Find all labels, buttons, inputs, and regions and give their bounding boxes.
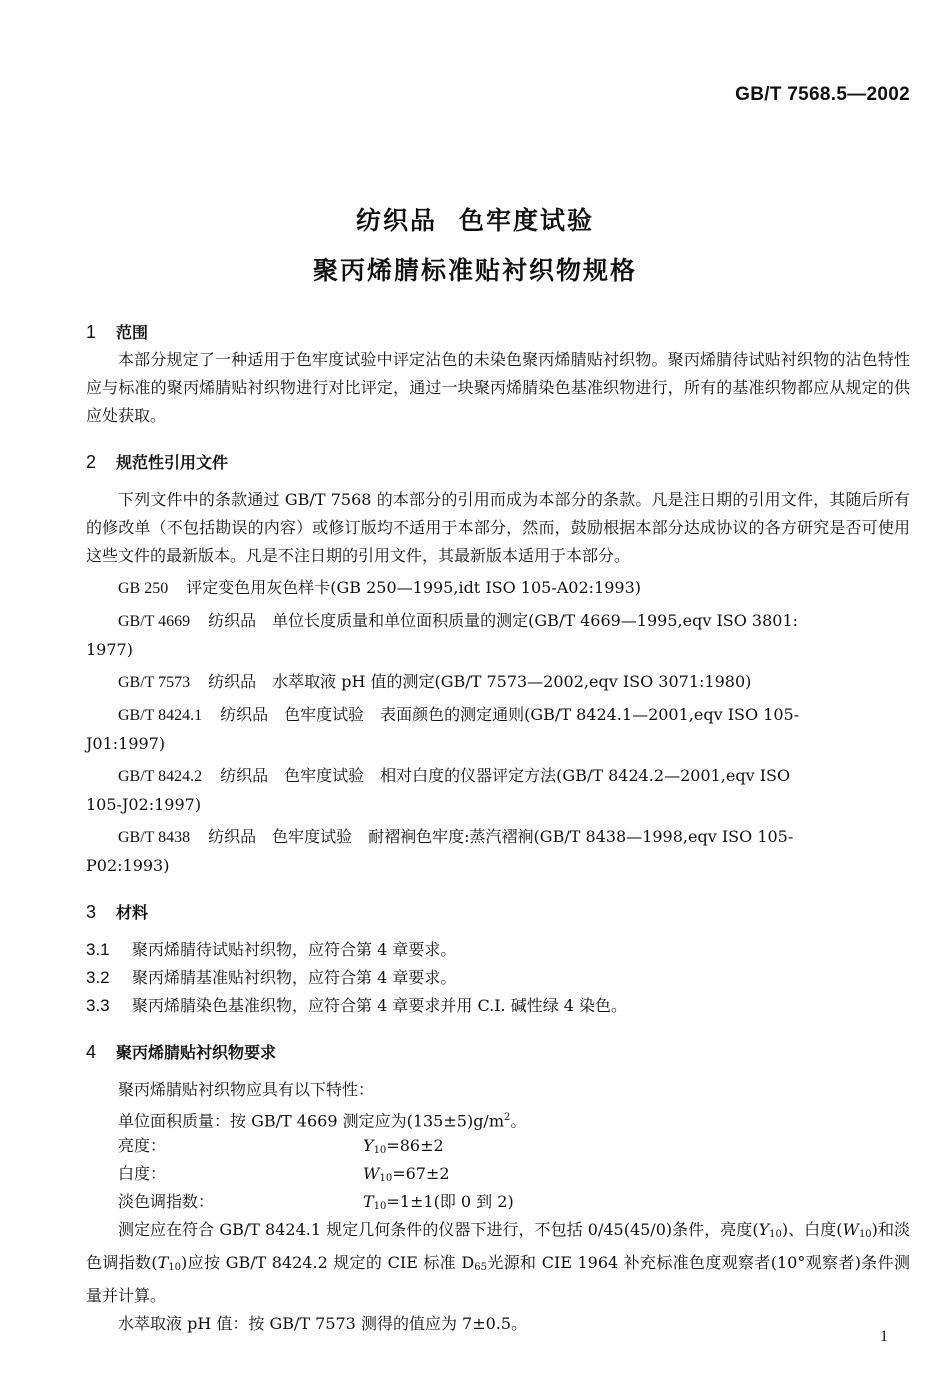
section-1-heading: 1 范围 — [86, 322, 149, 342]
document-body — [86, 318, 910, 1338]
title-part-2: 色牢度试验 — [459, 206, 595, 235]
measurement-paragraph: 测定应在符合 GB/T 8424.1 规定几何条件的仪器下进行，不包括 0/45(45/0)条件，亮度$(Y_{10})$、白度$(W_{10})$和淡色调指数$(T_{10})$应按 GB/T 8424.2 规定的 CIE 标准 $D_{65}$光源和 CIE 1964 补充标准色度观察者(10°观察者)条件测量并计算。 — [86, 1220, 910, 1305]
title-line-1 — [0, 196, 950, 246]
page-number: 1 — [880, 1328, 888, 1345]
section-2-heading: 2 规范性引用文件 — [86, 452, 229, 472]
reference-item: GB/T 8438 纺织品 色牢度试验 耐褶裥色牢度:蒸汽褶裥(GB/T 8438—1998,eqv ISO 105- P02:1993) — [86, 827, 794, 875]
ph-paragraph: 水萃取液 pH 值：按 GB/T 7573 测得的值应为 7±0.5。 — [118, 1314, 528, 1333]
requirements-intro: 聚丙烯腈贴衬织物应具有以下特性： — [118, 1080, 375, 1099]
reference-item: GB/T 8424.1 纺织品 色牢度试验 表面颜色的测定通则(GB/T 8424.1—2001,eqv ISO 105- J01:1997) — [86, 705, 800, 753]
title-part-1: 纺织品 — [355, 206, 437, 235]
reference-item: GB/T 8424.2 纺织品 色牢度试验 相对白度的仪器评定方法(GB/T 8424.2—2001,eqv ISO 105-J02:1997) — [86, 766, 791, 814]
clause-3-3: 3.3 聚丙烯腈染色基准织物，应符合第 4 章要求并用 C.I. 碱性绿 4 染色。 — [86, 996, 628, 1015]
section-3-heading: 3 材料 — [86, 902, 149, 922]
title-line-2: 聚丙烯腈标准贴衬织物规格 — [312, 256, 637, 285]
standard-code: GB/T 7568.5—2002 — [735, 84, 910, 105]
property-tint-index: 淡色调指数： $T_{10}=1\pm 1$(即 0 到 2) — [118, 1192, 514, 1212]
section-1-paragraph: 本部分规定了一种适用于色牢度试验中评定沾色的未染色聚丙烯腈贴衬织物。聚丙烯腈待试贴衬织物的沾色特性应与标准的聚丙烯腈贴衬织物进行对比评定，通过一块聚丙烯腈染色基准织物进行，所有的基准织物都应从规定的供应处获取。 — [86, 350, 910, 425]
clause-3-1: 3.1 聚丙烯腈待试贴衬织物，应符合第 4 章要求。 — [86, 940, 457, 959]
section-4-heading: 4 聚丙烯腈贴衬织物要求 — [86, 1042, 277, 1062]
reference-item: GB 250 评定变色用灰色样卡(GB 250—1995,idt ISO 105-A02:1993) — [118, 578, 642, 597]
property-whiteness: 白度： $W_{10}=67\pm 2$ — [118, 1164, 450, 1184]
clause-3-2: 3.2 聚丙烯腈基准贴衬织物，应符合第 4 章要求。 — [86, 968, 457, 987]
reference-item: GB/T 7573 纺织品 水萃取液 pH 值的测定(GB/T 7573—2002,eqv ISO 3071:1980) — [118, 672, 752, 691]
document-title — [0, 196, 950, 296]
property-brightness: 亮度： $Y_{10}=86\pm 2$ — [118, 1136, 444, 1156]
section-2-paragraph: 下列文件中的条款通过 GB/T 7568 的本部分的引用而成为本部分的条款。凡是注日期的引用文件，其随后所有的修改单（不包括勘误的内容）或修订版均不适用于本部分，然而，鼓励根据本部分达成协议的各方研究是否可使用这些文件的最新版本。凡是不注日期的引用文件，其最新版本适用于本部分。 — [86, 490, 910, 565]
reference-item: GB/T 4669 纺织品 单位长度质量和单位面积质量的测定(GB/T 4669—1995,eqv ISO 3801: 1977) — [86, 611, 799, 659]
mass-per-area: 单位面积质量：按 GB/T 4669 测定应为$(135\pm 5)g/m^2$。 — [118, 1111, 527, 1131]
